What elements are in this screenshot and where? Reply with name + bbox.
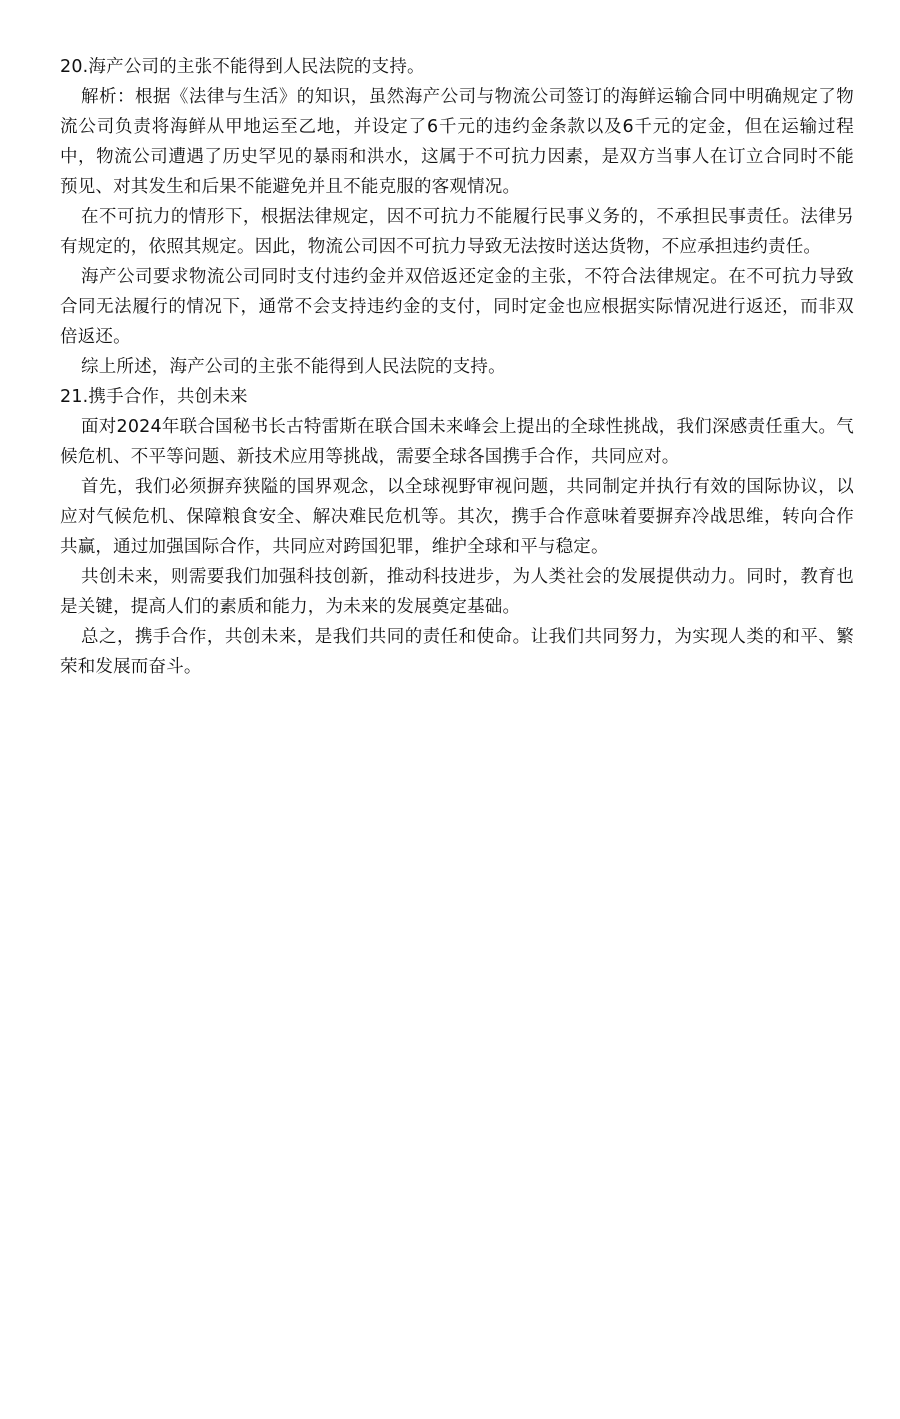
question-20-paragraph: 综上所述，海产公司的主张不能得到人民法院的支持。 xyxy=(81,357,506,377)
question-21-paragraph: 首先，我们必须摒弃狭隘的国界观念，以全球视野审视问题，共同制定并执行有效的国际协议，以应对气候危机、保障粮食安全、解决难民危机等。其次，携手合作意味着要摒弃冷战思维，转向合作共赢，通过加强国际合作，共同应对跨国犯罪，维护全球和平与稳定。 xyxy=(60,477,854,557)
question-21-paragraph: 面对2024年联合国秘书长古特雷斯在联合国未来峰会上提出的全球性挑战，我们深感责任重大。气候危机、不平等问题、新技术应用等挑战，需要全球各国携手合作，共同应对。 xyxy=(60,417,854,467)
question-20-heading: 20.海产公司的主张不能得到人民法院的支持。 xyxy=(60,57,425,77)
question-21-heading: 21.携手合作，共创未来 xyxy=(60,387,248,407)
question-21-paragraph: 总之，携手合作，共创未来，是我们共同的责任和使命。让我们共同努力，为实现人类的和平、繁荣和发展而奋斗。 xyxy=(60,627,854,677)
answer-document xyxy=(60,52,854,682)
question-20-paragraph: 海产公司要求物流公司同时支付违约金并双倍返还定金的主张，不符合法律规定。在不可抗力导致合同无法履行的情况下，通常不会支持违约金的支付，同时定金也应根据实际情况进行返还，而非双倍返还。 xyxy=(60,267,854,347)
question-21-paragraph: 共创未来，则需要我们加强科技创新，推动科技进步，为人类社会的发展提供动力。同时，教育也是关键，提高人们的素质和能力，为未来的发展奠定基础。 xyxy=(60,567,854,617)
question-20-paragraph: 在不可抗力的情形下，根据法律规定，因不可抗力不能履行民事义务的，不承担民事责任。法律另有规定的，依照其规定。因此，物流公司因不可抗力导致无法按时送达货物，不应承担违约责任。 xyxy=(60,207,854,257)
question-20-paragraph: 解析：根据《法律与生活》的知识，虽然海产公司与物流公司签订的海鲜运输合同中明确规定了物流公司负责将海鲜从甲地运至乙地，并设定了6千元的违约金条款以及6千元的定金，但在运输过程中，物流公司遭遇了历史罕见的暴雨和洪水，这属于不可抗力因素，是双方当事人在订立合同时不能预见、对其发生和后果不能避免并且不能克服的客观情况。 xyxy=(60,87,854,197)
